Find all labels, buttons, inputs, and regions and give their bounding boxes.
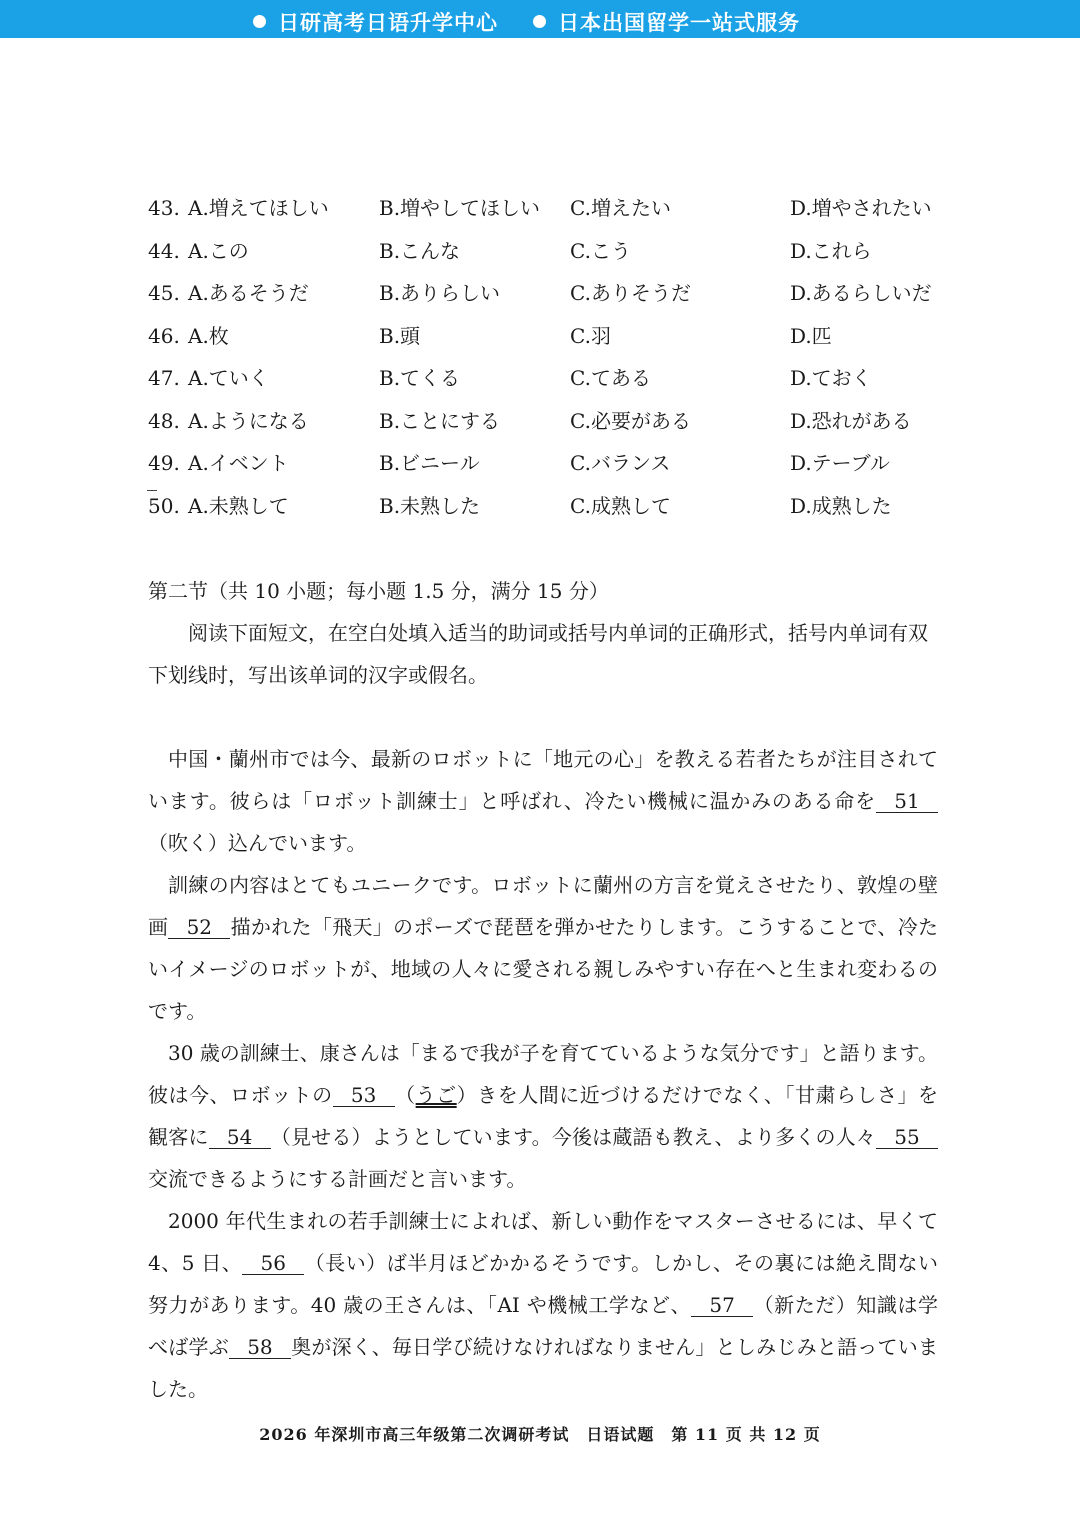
- option-b: B.増やしてほしい: [379, 196, 541, 220]
- passage-text: 奥が深く、毎日学び続けなければなりません」としみじみと語っていました。: [148, 1335, 938, 1401]
- passage-paragraph-2: [148, 864, 938, 1032]
- option-b: B.てくる: [379, 366, 461, 390]
- passage-text: （長い）ば半月ほどかかるそうです。しかし、その裏には絶え間ない努力があります。40 歳の王さんは、「AI や機械工学など、: [148, 1251, 938, 1317]
- option-c: C.成熟して: [570, 493, 671, 518]
- header-banner: [0, 0, 1080, 38]
- banner-item-service: [533, 7, 800, 37]
- option-c: C.羽: [570, 323, 611, 348]
- passage-paragraph-1: [148, 738, 938, 864]
- section-heading: 第二节（共 10 小题；每小题 1.5 分，满分 15 分）: [148, 579, 609, 603]
- passage-paragraph-3: [148, 1032, 938, 1200]
- blank-58: 58: [229, 1336, 291, 1359]
- option-row-49: [0, 449, 1080, 492]
- option-a: A.枚: [188, 323, 229, 348]
- option-b: B.ビニール: [379, 451, 480, 475]
- passage-text: 30 歳の訓練士、康さんは「まるで我が子を育てているような気分です」と語ります。彼は今、ロボットの: [148, 1041, 939, 1107]
- bullet-dot-icon: [253, 15, 266, 28]
- passage-text: 2000 年代生まれの若手訓練士によれば、新しい動作をマスターさせるには、早くて 4、5 日、: [148, 1209, 938, 1275]
- option-row-47: [0, 364, 1080, 407]
- passage-text: （: [394, 1083, 416, 1107]
- option-row-44: [0, 237, 1080, 280]
- banner-item-center: [253, 7, 498, 37]
- blank-51: 51: [876, 790, 938, 813]
- instruction-text: 阅读下面短文，在空白处填入适当的助词或括号内单词的正确形式，括号内单词有双下划线时，写出该单词的汉字或假名。: [148, 621, 928, 687]
- option-row-43: [0, 194, 1080, 237]
- option-d: D.増やされたい: [790, 196, 932, 220]
- option-a: A.未熟して: [188, 493, 289, 518]
- option-d: D.成熟した: [790, 493, 892, 518]
- option-d: D.恐れがある: [790, 408, 912, 433]
- option-c: C.必要がある: [570, 408, 691, 433]
- option-c: C.増えたい: [570, 196, 671, 220]
- passage-text: 訓練の内容はとてもユニークです。ロボットに蘭州の方言を覚えさせたり、敦煌の壁画: [148, 873, 938, 939]
- option-d: D.テーブル: [790, 451, 890, 475]
- question-number: 43.: [148, 196, 180, 220]
- passage-text: （見せる）ようとしています。今後は蔵語も教え、より多くの人々: [270, 1125, 877, 1149]
- option-c: C.バランス: [570, 451, 671, 475]
- reading-passage: [148, 738, 938, 1410]
- passage-text: （新ただ）知識は学べば学ぶ: [148, 1293, 938, 1359]
- option-b: B.ことにする: [379, 408, 501, 433]
- option-a: A.ようになる: [188, 408, 309, 433]
- option-a: A.増えてほしい: [188, 196, 329, 220]
- question-number: 45.: [148, 281, 180, 305]
- blank-52: 52: [168, 916, 230, 939]
- option-c: C.こう: [570, 238, 631, 263]
- passage-text: ）きを人間に近づけるだけでなく、「甘粛らしさ」を観客に: [148, 1083, 939, 1149]
- option-a: A.ていく: [188, 366, 269, 390]
- banner-text-1: 日研高考日语升学中心: [278, 11, 498, 35]
- question-number: 50.: [148, 493, 180, 518]
- option-c: C.てある: [570, 366, 651, 390]
- option-b: B.こんな: [379, 238, 461, 263]
- banner-text-2: 日本出国留学一站式服务: [558, 11, 800, 35]
- margin-mark: [147, 490, 157, 491]
- double-underlined-word: うご: [415, 1083, 457, 1107]
- page-footer: 2026 年深圳市高三年级第二次调研考试 日语试题 第 11 页 共 12 页: [259, 1425, 821, 1444]
- option-c: C.ありそうだ: [570, 281, 691, 305]
- passage-text: 中国・蘭州市では今、最新のロボットに「地元の心」を教える若者たちが注目されています。彼らは「ロボット訓練士」と呼ばれ、冷たい機械に温かみのある命を: [148, 747, 938, 813]
- option-row-50: [0, 492, 1080, 535]
- option-b: B.頭: [379, 323, 421, 348]
- bullet-dot-icon: [533, 15, 546, 28]
- passage-text: 描かれた「飛天」のポーズで琵琶を弾かせたりします。こうすることで、冷たいイメージのロボットが、地域の人々に愛される親しみやすい存在へと生まれ変わるのです。: [148, 915, 939, 1023]
- question-number: 48.: [148, 408, 180, 433]
- blank-55: 55: [876, 1126, 938, 1149]
- option-a: A.あるそうだ: [188, 281, 309, 305]
- option-b: B.未熟した: [379, 493, 481, 518]
- option-a: A.イベント: [188, 451, 289, 475]
- question-number: 49.: [148, 451, 180, 475]
- blank-53: 53: [333, 1084, 395, 1107]
- passage-paragraph-4: [148, 1200, 938, 1410]
- passage-text: （吹く）込んでいます。: [148, 831, 367, 855]
- passage-text: 交流できるようにする計画だと言います。: [148, 1167, 527, 1191]
- question-number: 44.: [148, 238, 180, 263]
- option-row-46: [0, 322, 1080, 365]
- option-d: D.匹: [790, 323, 832, 348]
- question-number: 47.: [148, 366, 180, 390]
- option-d: D.ておく: [790, 366, 872, 390]
- blank-57: 57: [691, 1294, 753, 1317]
- option-a: A.この: [188, 238, 249, 263]
- section-instruction: [148, 612, 938, 696]
- blank-54: 54: [209, 1126, 271, 1149]
- option-row-48: [0, 407, 1080, 450]
- option-d: D.これら: [790, 238, 872, 263]
- option-d: D.あるらしいだ: [790, 281, 932, 305]
- option-row-45: [0, 279, 1080, 322]
- option-b: B.ありらしい: [379, 281, 501, 305]
- question-number: 46.: [148, 323, 180, 348]
- blank-56: 56: [242, 1252, 304, 1275]
- answer-options-list: [0, 194, 1080, 534]
